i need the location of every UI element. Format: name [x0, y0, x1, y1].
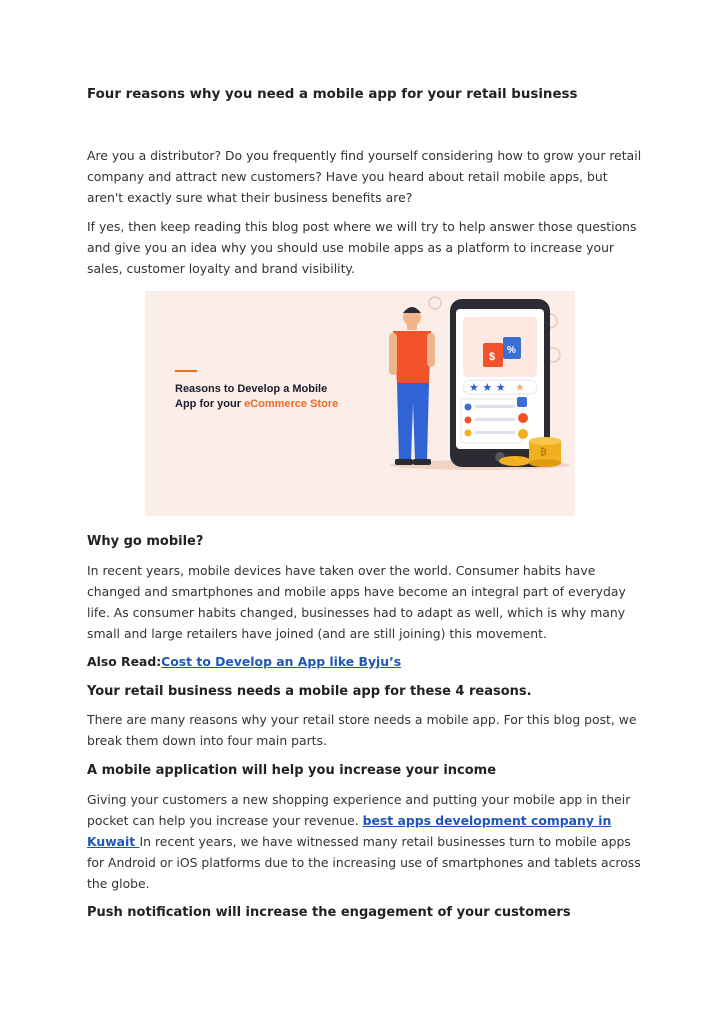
push-heading: Push notification will increase the engagement of your customers	[87, 905, 571, 920]
bag-symbol: $	[489, 351, 496, 363]
intro-paragraph-2	[87, 216, 647, 279]
banner-line-1: Reasons to Develop a Mobile	[175, 383, 328, 395]
banner-line-2-accent: eCommerce Store	[244, 398, 339, 410]
banner-line-2-prefix: App for your	[175, 398, 245, 410]
why-mobile-paragraph	[87, 560, 647, 644]
coin-symbol: ₿	[540, 448, 547, 458]
rating-stars-icon: ★ ★ ★	[469, 381, 506, 394]
text-line: life. As consumer habits changed, businesses had to adapt as well, which is why many	[87, 605, 626, 620]
why-mobile-heading: Why go mobile?	[87, 534, 204, 549]
text-line: aren't exactly sure what their business benefits are?	[87, 190, 413, 205]
bag-symbol: %	[507, 345, 516, 356]
text-line: and give you an idea why you should use mobile apps as a platform to increase your	[87, 240, 615, 255]
text-line: the globe.	[87, 876, 150, 891]
text-line: break them down into four main parts.	[87, 733, 327, 748]
text-line: Are you a distributor? Do you frequently find yourself considering how to grow your retail	[87, 148, 642, 163]
text-line: sales, customer loyalty and brand visibility.	[87, 261, 355, 276]
banner-illustration	[145, 291, 575, 516]
income-heading: A mobile application will help you increase your income	[87, 763, 497, 778]
text-line: Giving your customers a new shopping experience and putting your mobile app in their	[87, 792, 631, 807]
income-paragraph	[87, 789, 647, 894]
banner-image	[145, 291, 575, 516]
text-line: If yes, then keep reading this blog post where we will try to help answer those questions	[87, 219, 637, 234]
heart-icon	[518, 413, 528, 423]
text-line: There are many reasons why your retail store needs a mobile app. For this blog post, we	[87, 712, 637, 727]
also-read-link[interactable]: Cost to Develop an App like Byju’s	[161, 654, 402, 669]
banner-line-2	[175, 398, 338, 410]
text-line: In recent years, we have witnessed many retail businesses turn to mobile apps	[139, 834, 631, 849]
text-line: company and attract new customers? Have you heard about retail mobile apps, but	[87, 169, 608, 184]
text-line: pocket can help you increase your revenue.	[87, 813, 363, 828]
text-line: for Android or iOS platforms due to the increasing use of smartphones and tablets across	[87, 855, 641, 870]
rating-star-empty-icon: ★	[515, 381, 525, 394]
text-line: changed and smartphones and mobile apps have become an integral part of everyday	[87, 584, 626, 599]
coin-icon	[518, 429, 528, 439]
text-line: small and large retailers have joined (and are still joining) this movement.	[87, 626, 547, 641]
kuwait-link[interactable]: Kuwait	[87, 834, 140, 849]
thumbs-up-icon	[517, 397, 527, 407]
accent-line	[175, 370, 197, 372]
best-apps-link[interactable]: best apps development company in	[362, 813, 612, 828]
also-read-label: Also Read:	[87, 654, 162, 669]
page-title: Four reasons why you need a mobile app for your retail business	[87, 87, 578, 102]
also-read	[87, 651, 647, 672]
reasons-paragraph	[87, 709, 647, 751]
reasons-heading: Your retail business needs a mobile app for these 4 reasons.	[87, 684, 532, 699]
intro-paragraph-1	[87, 145, 647, 208]
text-line: In recent years, mobile devices have taken over the world. Consumer habits have	[87, 563, 596, 578]
